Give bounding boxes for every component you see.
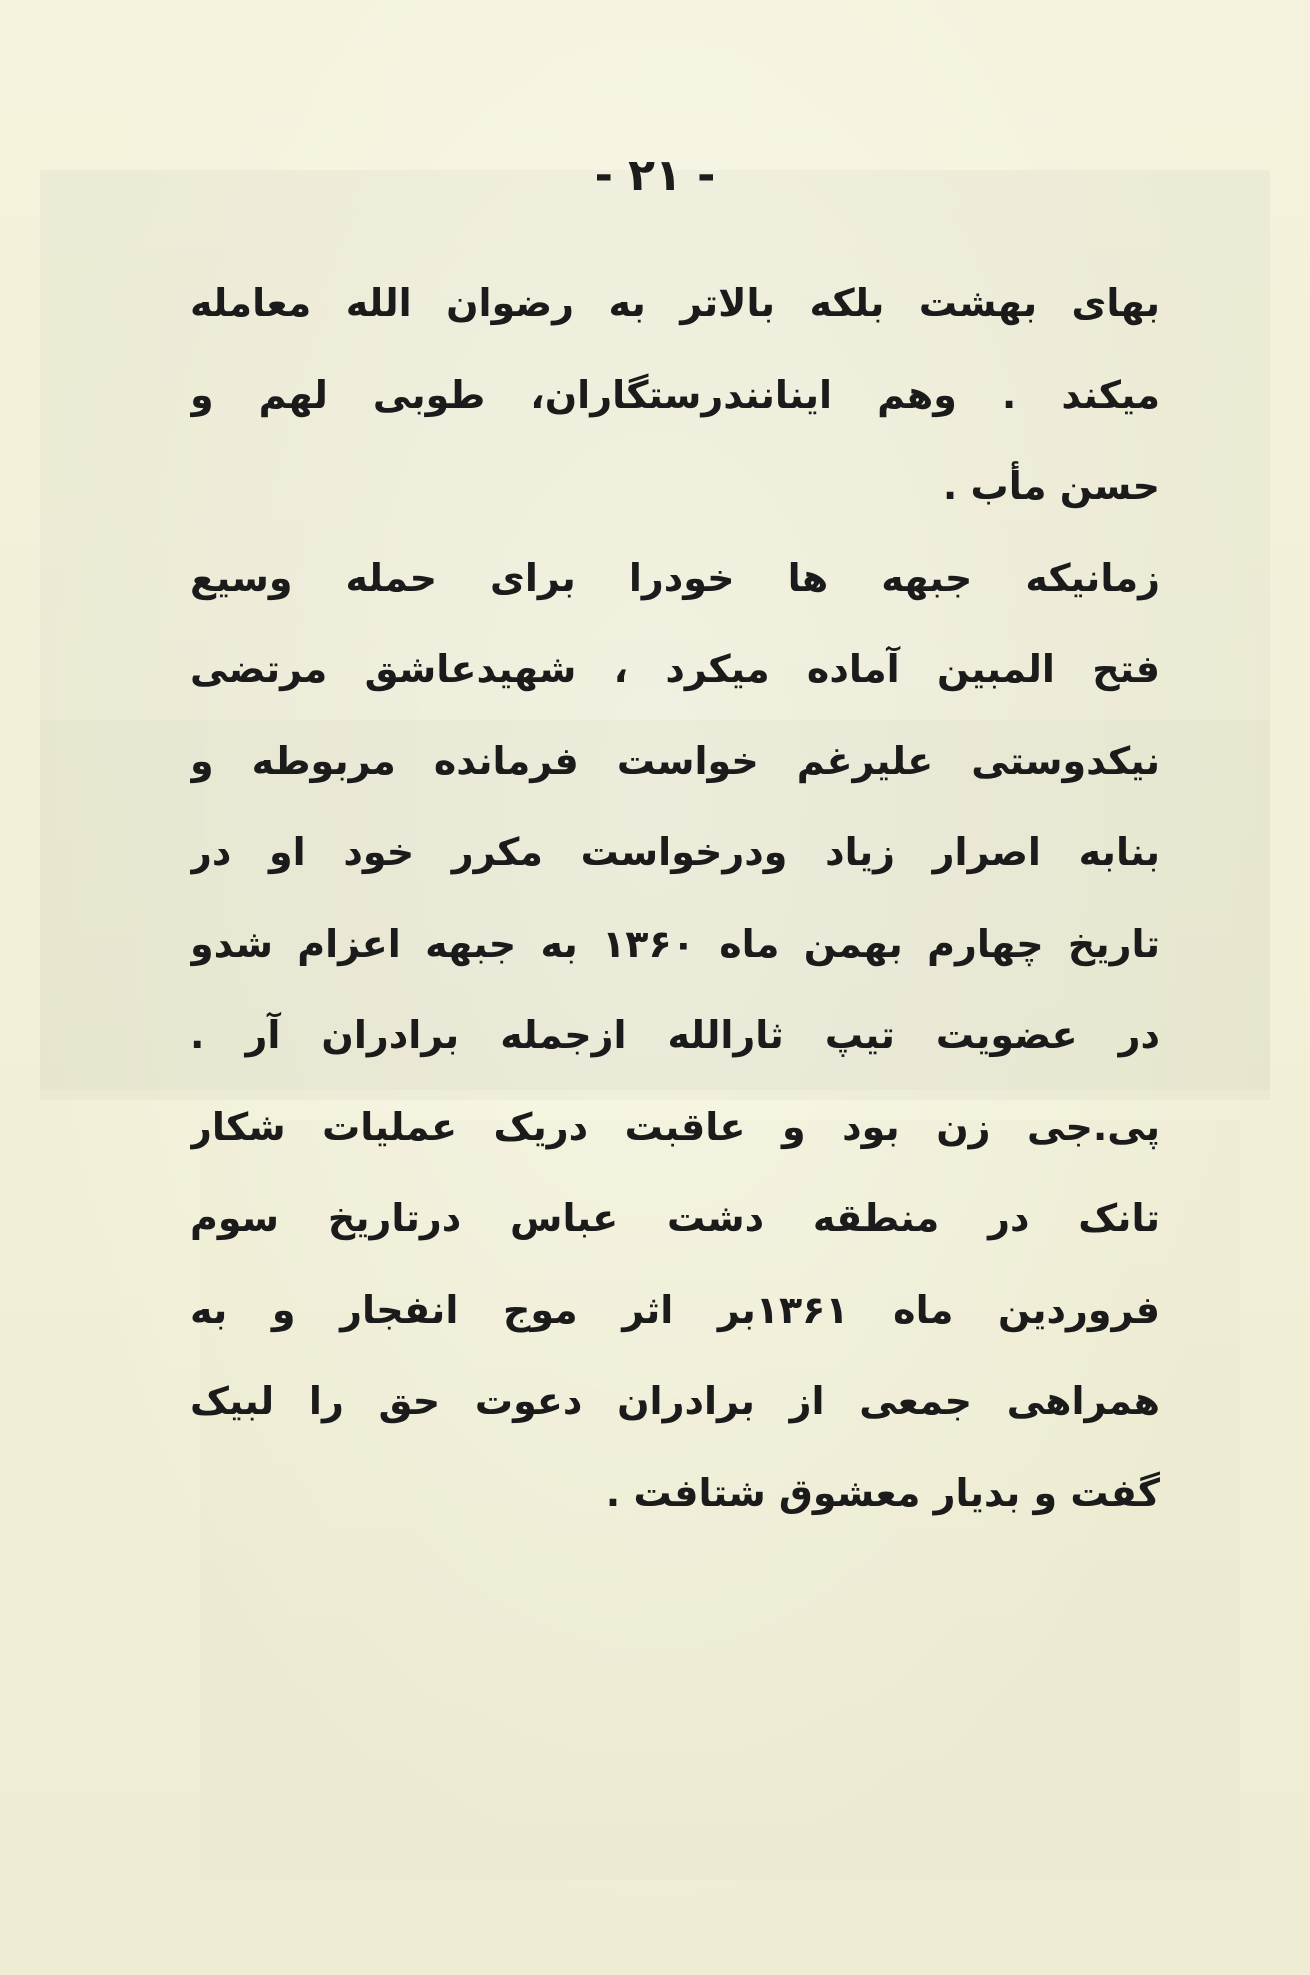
text-line: میکند . وهم اینانندرستگاران، طوبی لهم و xyxy=(190,372,1160,417)
text-line: زمانیکه جبهه ها خودرا برای حمله وسیع xyxy=(190,555,1160,600)
text-line: حسن مأب . xyxy=(942,464,1160,508)
page-number: - ۲۱ - xyxy=(594,150,716,201)
text-line: تانک در منطقه دشت عباس درتاریخ سوم xyxy=(190,1196,1160,1240)
text-line: پی.جی زن بود و عاقبت دریک عملیات شکار xyxy=(190,1104,1160,1149)
text-line: فروردین ماه ۱۳۶۱بر اثر موج انفجار و به xyxy=(190,1287,1160,1332)
text-line: بهای بهشت بلکه بالاتر به رضوان الله معامله xyxy=(190,281,1160,325)
text-line: فتح المبین آماده میکرد ، شهیدعاشق مرتضی xyxy=(190,647,1160,691)
text-line: بنابه اصرار زیاد ودرخواست مکرر خود او در xyxy=(190,830,1160,874)
text-line: گفت و بدیار معشوق شتافت . xyxy=(605,1470,1160,1515)
text-line: در عضویت تیپ ثارالله ازجمله برادران آر . xyxy=(190,1013,1160,1057)
text-line: همراهی جمعی از برادران دعوت حق را لبیک xyxy=(190,1379,1160,1423)
text-line: نیکدوستی علیرغم خواست فرمانده مربوطه و xyxy=(190,738,1160,783)
text-line: تاریخ چهارم بهمن ماه ۱۳۶۰ به جبهه اعزام شدو xyxy=(190,921,1160,966)
body-text xyxy=(190,258,1160,1539)
